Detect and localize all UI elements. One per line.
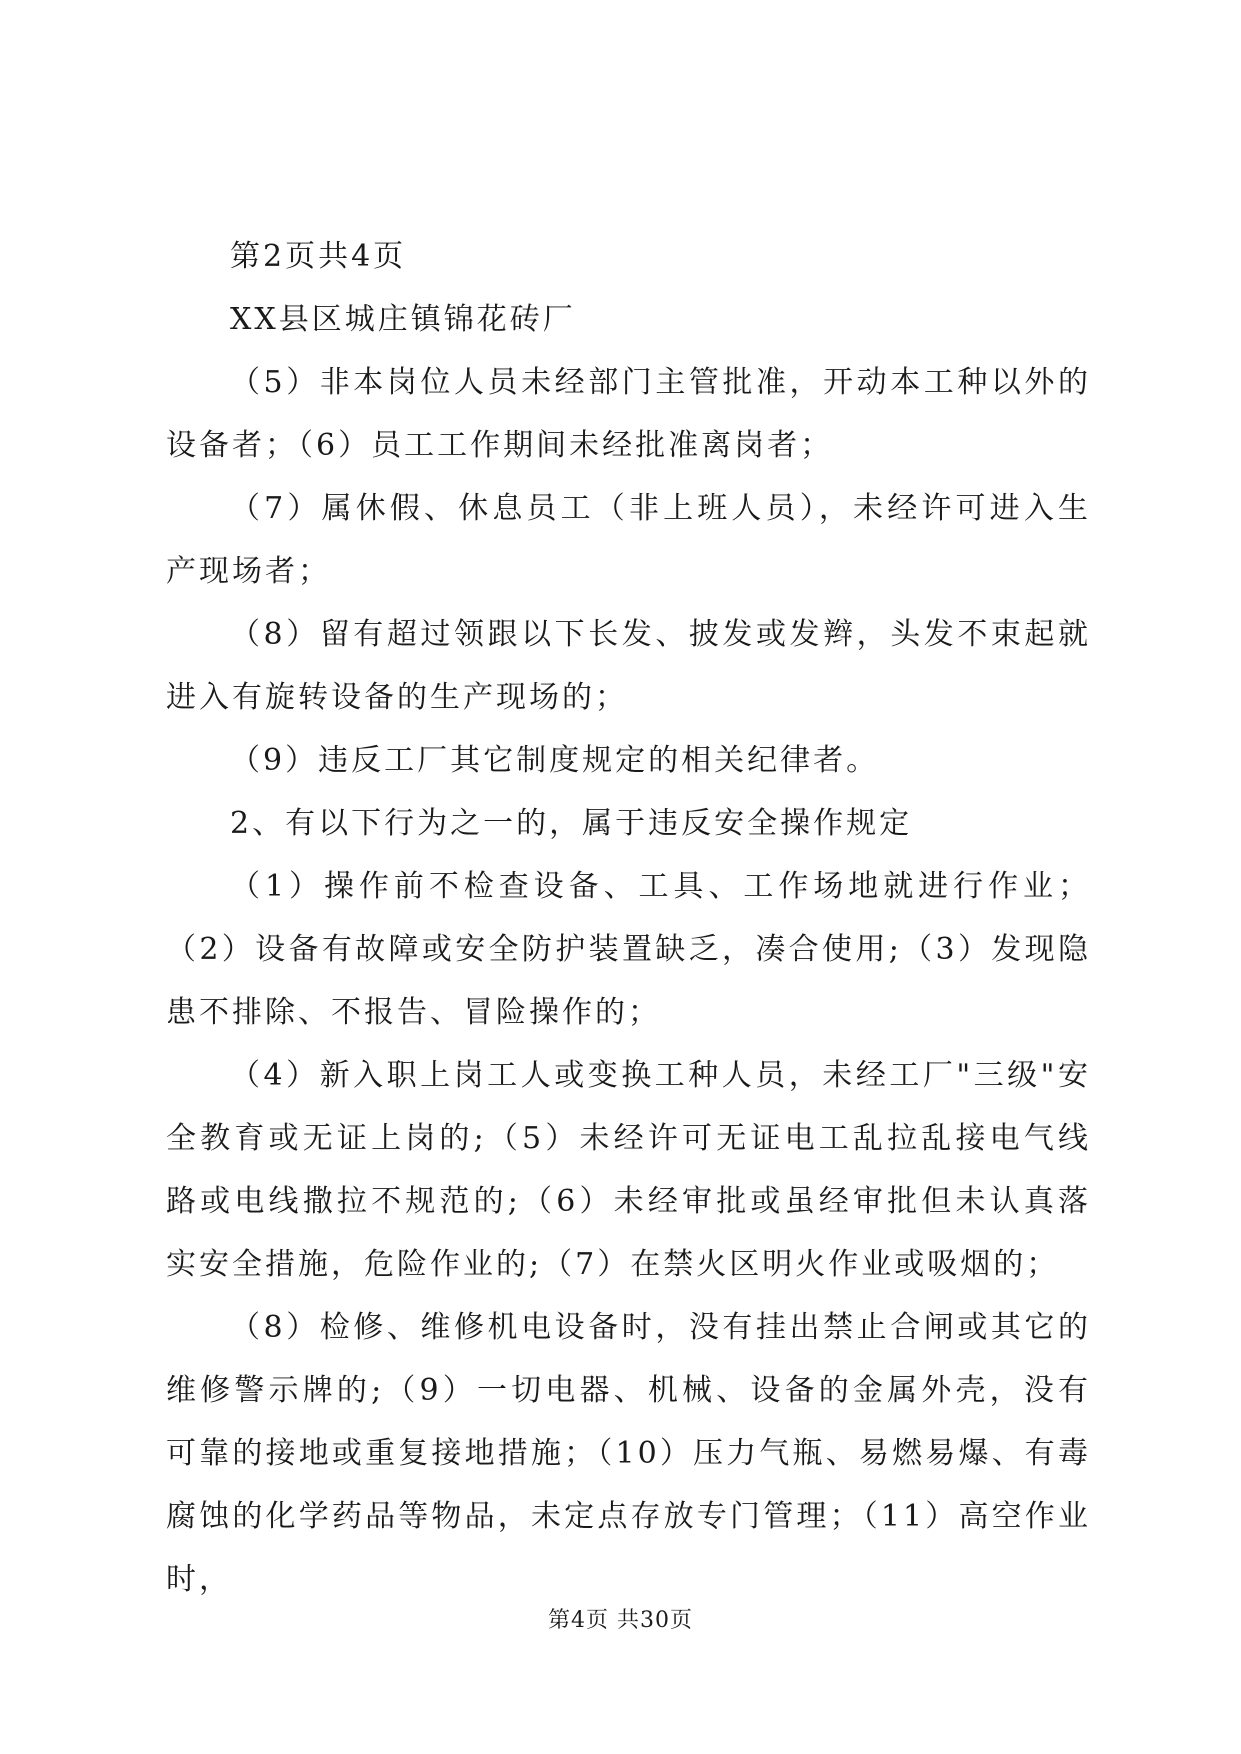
paragraph: （8）检修、维修机电设备时，没有挂出禁止合闸或其它的维修警示牌的;（9）一切电器、机械、设备的金属外壳，没有可靠的接地或重复接地措施；（10）压力气瓶、易燃易爆、有毒腐蚀的化学药品等物品，未定点存放专门管理；（11）高空作业时，	[166, 1310, 1091, 1597]
page-footer: 第4页 共30页	[548, 1608, 693, 1633]
paragraph: （4）新入职上岗工人或变换工种人员，未经工厂"三级"安全教育或无证上岗的;（5）未经许可无证电工乱拉乱接电气线路或电线撒拉不规范的;（6）未经审批或虽经审批但未认真落实安全措施，危险作业的;（7）在禁火区明火作业或吸烟的；	[166, 1058, 1091, 1282]
paragraph: （9）违反工厂其它制度规定的相关纪律者。	[230, 743, 880, 778]
paragraph: （1）操作前不检查设备、工具、工作场地就进行作业；（2）设备有故障或安全防护装置缺乏，凑合使用;（3）发现隐患不排除、不报告、冒险操作的；	[166, 869, 1091, 1030]
paragraph: （8）留有超过领跟以下长发、披发或发辫，头发不束起就进入有旋转设备的生产现场的；	[166, 617, 1091, 715]
page-count-line: 第2页共4页	[230, 239, 407, 274]
section-heading: 2、有以下行为之一的，属于违反安全操作规定	[230, 806, 913, 841]
company-name: XX县区城庄镇锦花砖厂	[230, 302, 576, 337]
paragraph: （7）属休假、休息员工（非上班人员），未经许可进入生产现场者；	[166, 491, 1091, 589]
paragraph: （5）非本岗位人员未经部门主管批准，开动本工种以外的设备者；（6）员工工作期间未经批准离岗者；	[166, 365, 1091, 463]
document-body	[166, 225, 1091, 1611]
